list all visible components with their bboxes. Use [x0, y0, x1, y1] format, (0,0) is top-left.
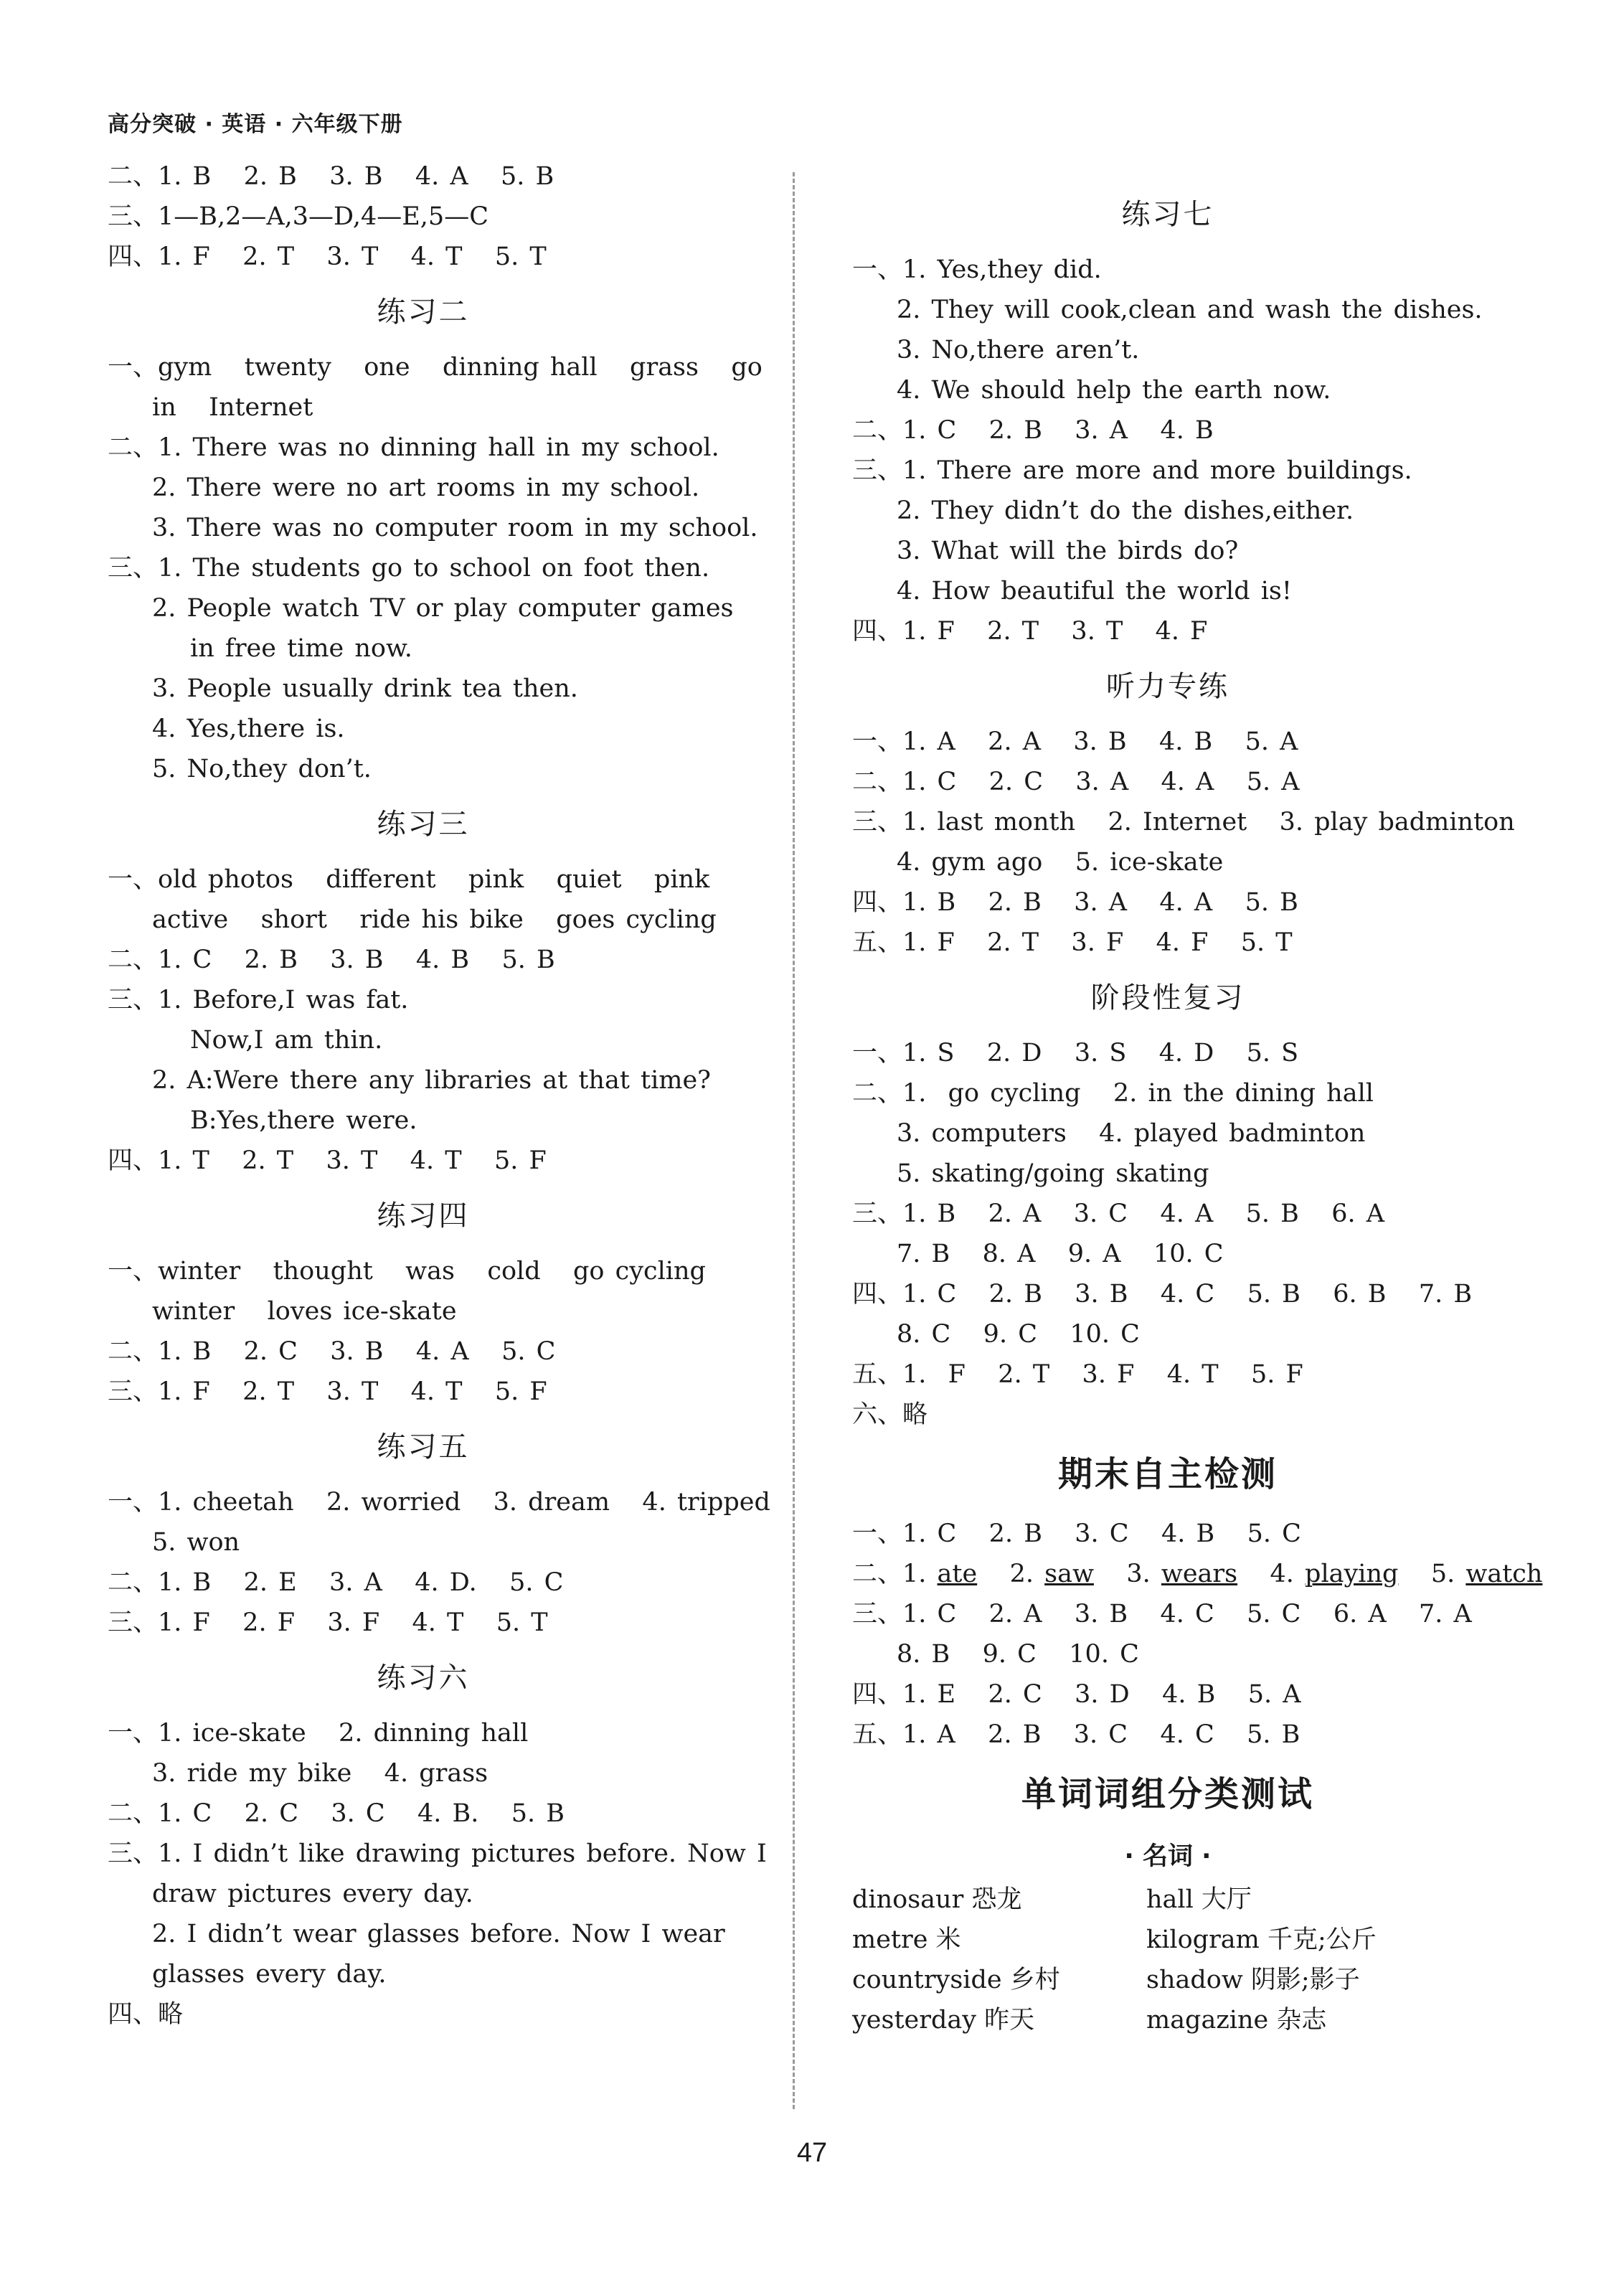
section-title-ex6: 练习六 — [377, 1661, 470, 1694]
answer-line: 四、1. E 2. C 3. D 4. B 5. A — [852, 1680, 1301, 1709]
answer-line: 7. B 8. A 9. A 10. C — [897, 1240, 1224, 1268]
answer-line: 四、1. T 2. T 3. T 4. T 5. F — [108, 1146, 547, 1175]
item-number: 4. — [1270, 1560, 1294, 1588]
answer-line: in free time now. — [190, 634, 412, 663]
answer-line: 三、1. There are more and more buildings. — [852, 456, 1412, 485]
answer-line: 二、1. B 2. E 3. A 4. D. 5. C — [108, 1568, 564, 1597]
answer-line: 四、1. C 2. B 3. B 4. C 5. B 6. B 7. B — [852, 1280, 1473, 1309]
underlined-answer: watch — [1465, 1560, 1543, 1588]
answer-line: 一、1. C 2. B 3. C 4. B 5. C — [852, 1519, 1301, 1548]
answer-line: 二、1. C 2. C 3. C 4. B. 5. B — [108, 1799, 565, 1828]
section-title-vocab: 单词词组分类测试 — [1021, 1774, 1314, 1814]
answer-line: 3. People usually drink tea then. — [152, 674, 578, 703]
answer-line: 8. B 9. C 10. C — [897, 1640, 1139, 1669]
answer-line: 五、1. F 2. T 3. F 4. F 5. T — [852, 928, 1293, 957]
answer-line: 一、old photos different pink quiet pink — [108, 865, 710, 894]
answer-line: 3. ride my bike 4. grass — [152, 1759, 488, 1788]
answer-line: 2. A:Were there any libraries at that time? — [152, 1066, 711, 1095]
answer-line: 三、1. F 2. F 3. F 4. T 5. T — [108, 1608, 548, 1637]
answer-line: 4. How beautiful the world is! — [897, 577, 1292, 605]
answer-line: 三、1. I didn’t like drawing pictures before. Now I — [108, 1839, 767, 1868]
answer-line: 2. I didn’t wear glasses before. Now I wear — [152, 1920, 725, 1948]
answer-line: 一、1. S 2. D 3. S 4. D 5. S — [852, 1039, 1299, 1067]
answer-line: 一、winter thought was cold go cycling — [108, 1257, 706, 1286]
answer-line: winter loves ice-skate — [152, 1297, 457, 1326]
answer-line: glasses every day. — [152, 1960, 387, 1989]
underlined-answer: wears — [1161, 1560, 1238, 1588]
section-title-review: 阶段性复习 — [1090, 981, 1245, 1014]
vocab-row — [852, 1920, 1483, 1960]
answer-line: Now,I am thin. — [190, 1026, 383, 1055]
answer-line: 3. What will the birds do? — [897, 537, 1239, 565]
answer-line: in Internet — [152, 393, 313, 422]
answer-line: 二、1. go cycling 2. in the dining hall — [852, 1079, 1374, 1108]
answer-line: 三、1. last month 2. Internet 3. play badminton — [852, 808, 1515, 836]
section-title-final: 期末自主检测 — [1057, 1454, 1278, 1494]
answer-line: 二、1. C 2. C 3. A 4. A 5. A — [852, 768, 1300, 796]
answer-line: 四、1. F 2. T 3. T 4. F — [852, 617, 1208, 646]
answer-line: 4. We should help the earth now. — [897, 376, 1331, 405]
column-divider — [793, 172, 795, 2109]
vocab-entry: countryside 乡村 — [852, 1966, 1060, 1994]
answer-line: 六、略 — [852, 1400, 928, 1429]
section-title-listening: 听力专练 — [1106, 670, 1229, 703]
section-title-ex7: 练习七 — [1121, 198, 1214, 231]
answer-line: 2. People watch TV or play computer games — [152, 594, 734, 623]
answer-line: 四、1. B 2. B 3. A 4. A 5. B — [852, 888, 1298, 917]
answer-line: 三、1. F 2. T 3. T 4. T 5. F — [108, 1377, 547, 1406]
underlined-answer: ate — [937, 1560, 978, 1588]
answer-line: 四、1. F 2. T 3. T 4. T 5. T — [108, 242, 547, 271]
answer-line: 一、1. ice-skate 2. dinning hall — [108, 1719, 529, 1748]
answer-line: 4. gym ago 5. ice-skate — [897, 848, 1224, 877]
answer-line: 3. computers 4. played badminton — [897, 1119, 1366, 1148]
answer-line: 二、1. C 2. B 3. B 4. B 5. B — [108, 946, 555, 974]
answer-line: 五、1. A 2. B 3. C 4. C 5. B — [852, 1720, 1300, 1749]
section-title-ex2: 练习二 — [377, 296, 470, 329]
underlined-answer: playing — [1305, 1560, 1399, 1588]
answer-line-underlined — [852, 1554, 1543, 1594]
answer-line: 一、1. cheetah 2. worried 3. dream 4. tripped — [108, 1488, 770, 1517]
vocab-entry: yesterday 昨天 — [852, 2006, 1035, 2035]
answer-line: 三、1. The students go to school on foot then. — [108, 554, 710, 583]
book-header: 高分突破 · 英语 · 六年级下册 — [108, 112, 403, 137]
item-number: 5. — [1430, 1560, 1455, 1588]
answer-line: 5. won — [152, 1528, 240, 1557]
vocab-entry: metre 米 — [852, 1925, 961, 1954]
item-number: 3. — [1126, 1560, 1151, 1588]
answer-line: 4. Yes,there is. — [152, 715, 345, 743]
vocab-entry: hall 大厅 — [1146, 1885, 1252, 1914]
right-column — [852, 179, 1543, 2040]
answer-line: 2. They didn’t do the dishes,either. — [897, 496, 1354, 525]
answer-line: 二、1. There was no dinning hall in my school. — [108, 433, 719, 462]
answer-line: 四、略 — [108, 2000, 184, 2029]
vocab-row — [852, 1960, 1483, 2000]
answer-line: 5. No,they don’t. — [152, 755, 372, 783]
vocab-subtitle: · 名词 · — [1124, 1842, 1212, 1871]
answer-line: 5. skating/going skating — [897, 1159, 1209, 1188]
answer-line: active short ride his bike goes cycling — [152, 905, 717, 934]
vocab-entry: kilogram 千克;公斤 — [1146, 1925, 1377, 1954]
left-column — [108, 156, 770, 2035]
underlined-answer: saw — [1044, 1560, 1094, 1588]
answer-line: 五、1. F 2. T 3. F 4. T 5. F — [852, 1360, 1303, 1389]
answer-line: 8. C 9. C 10. C — [897, 1320, 1140, 1349]
answer-line: 三、1. B 2. A 3. C 4. A 5. B 6. A — [852, 1199, 1385, 1228]
line-prefix: 二、1. — [852, 1560, 927, 1588]
vocab-entry: magazine 杂志 — [1146, 2006, 1327, 2035]
page-number: 47 — [796, 2138, 828, 2168]
answer-line: 二、1. B 2. B 3. B 4. A 5. B — [108, 162, 554, 191]
answer-line: 一、1. A 2. A 3. B 4. B 5. A — [852, 727, 1298, 756]
answer-line: 二、1. B 2. C 3. B 4. A 5. C — [108, 1337, 556, 1366]
answer-line: 一、1. Yes,they did. — [852, 255, 1102, 284]
answer-line: 三、1—B,2—A,3—D,4—E,5—C — [108, 202, 488, 231]
answer-line: 2. They will cook,clean and wash the dishes. — [897, 296, 1483, 324]
answer-line: 3. No,there aren’t. — [897, 336, 1140, 364]
vocab-entry: shadow 阴影;影子 — [1146, 1966, 1360, 1994]
vocab-row — [852, 1880, 1483, 1920]
answer-line: 2. There were no art rooms in my school. — [152, 473, 700, 502]
vocab-row — [852, 2000, 1483, 2040]
item-number: 2. — [1009, 1560, 1034, 1588]
section-title-ex4: 练习四 — [377, 1199, 470, 1232]
answer-line: 3. There was no computer room in my school. — [152, 514, 758, 542]
answer-line: 一、gym twenty one dinning hall grass go — [108, 353, 763, 382]
vocab-entry: dinosaur 恐龙 — [852, 1885, 1022, 1914]
section-title-ex3: 练习三 — [377, 808, 470, 841]
answer-line: 二、1. C 2. B 3. A 4. B — [852, 416, 1214, 445]
answer-line: draw pictures every day. — [152, 1880, 473, 1908]
answer-line: 三、1. C 2. A 3. B 4. C 5. C 6. A 7. A — [852, 1600, 1472, 1628]
answer-line: 三、1. Before,I was fat. — [108, 986, 409, 1014]
answer-line: B:Yes,there were. — [190, 1106, 417, 1135]
section-title-ex5: 练习五 — [377, 1430, 470, 1463]
